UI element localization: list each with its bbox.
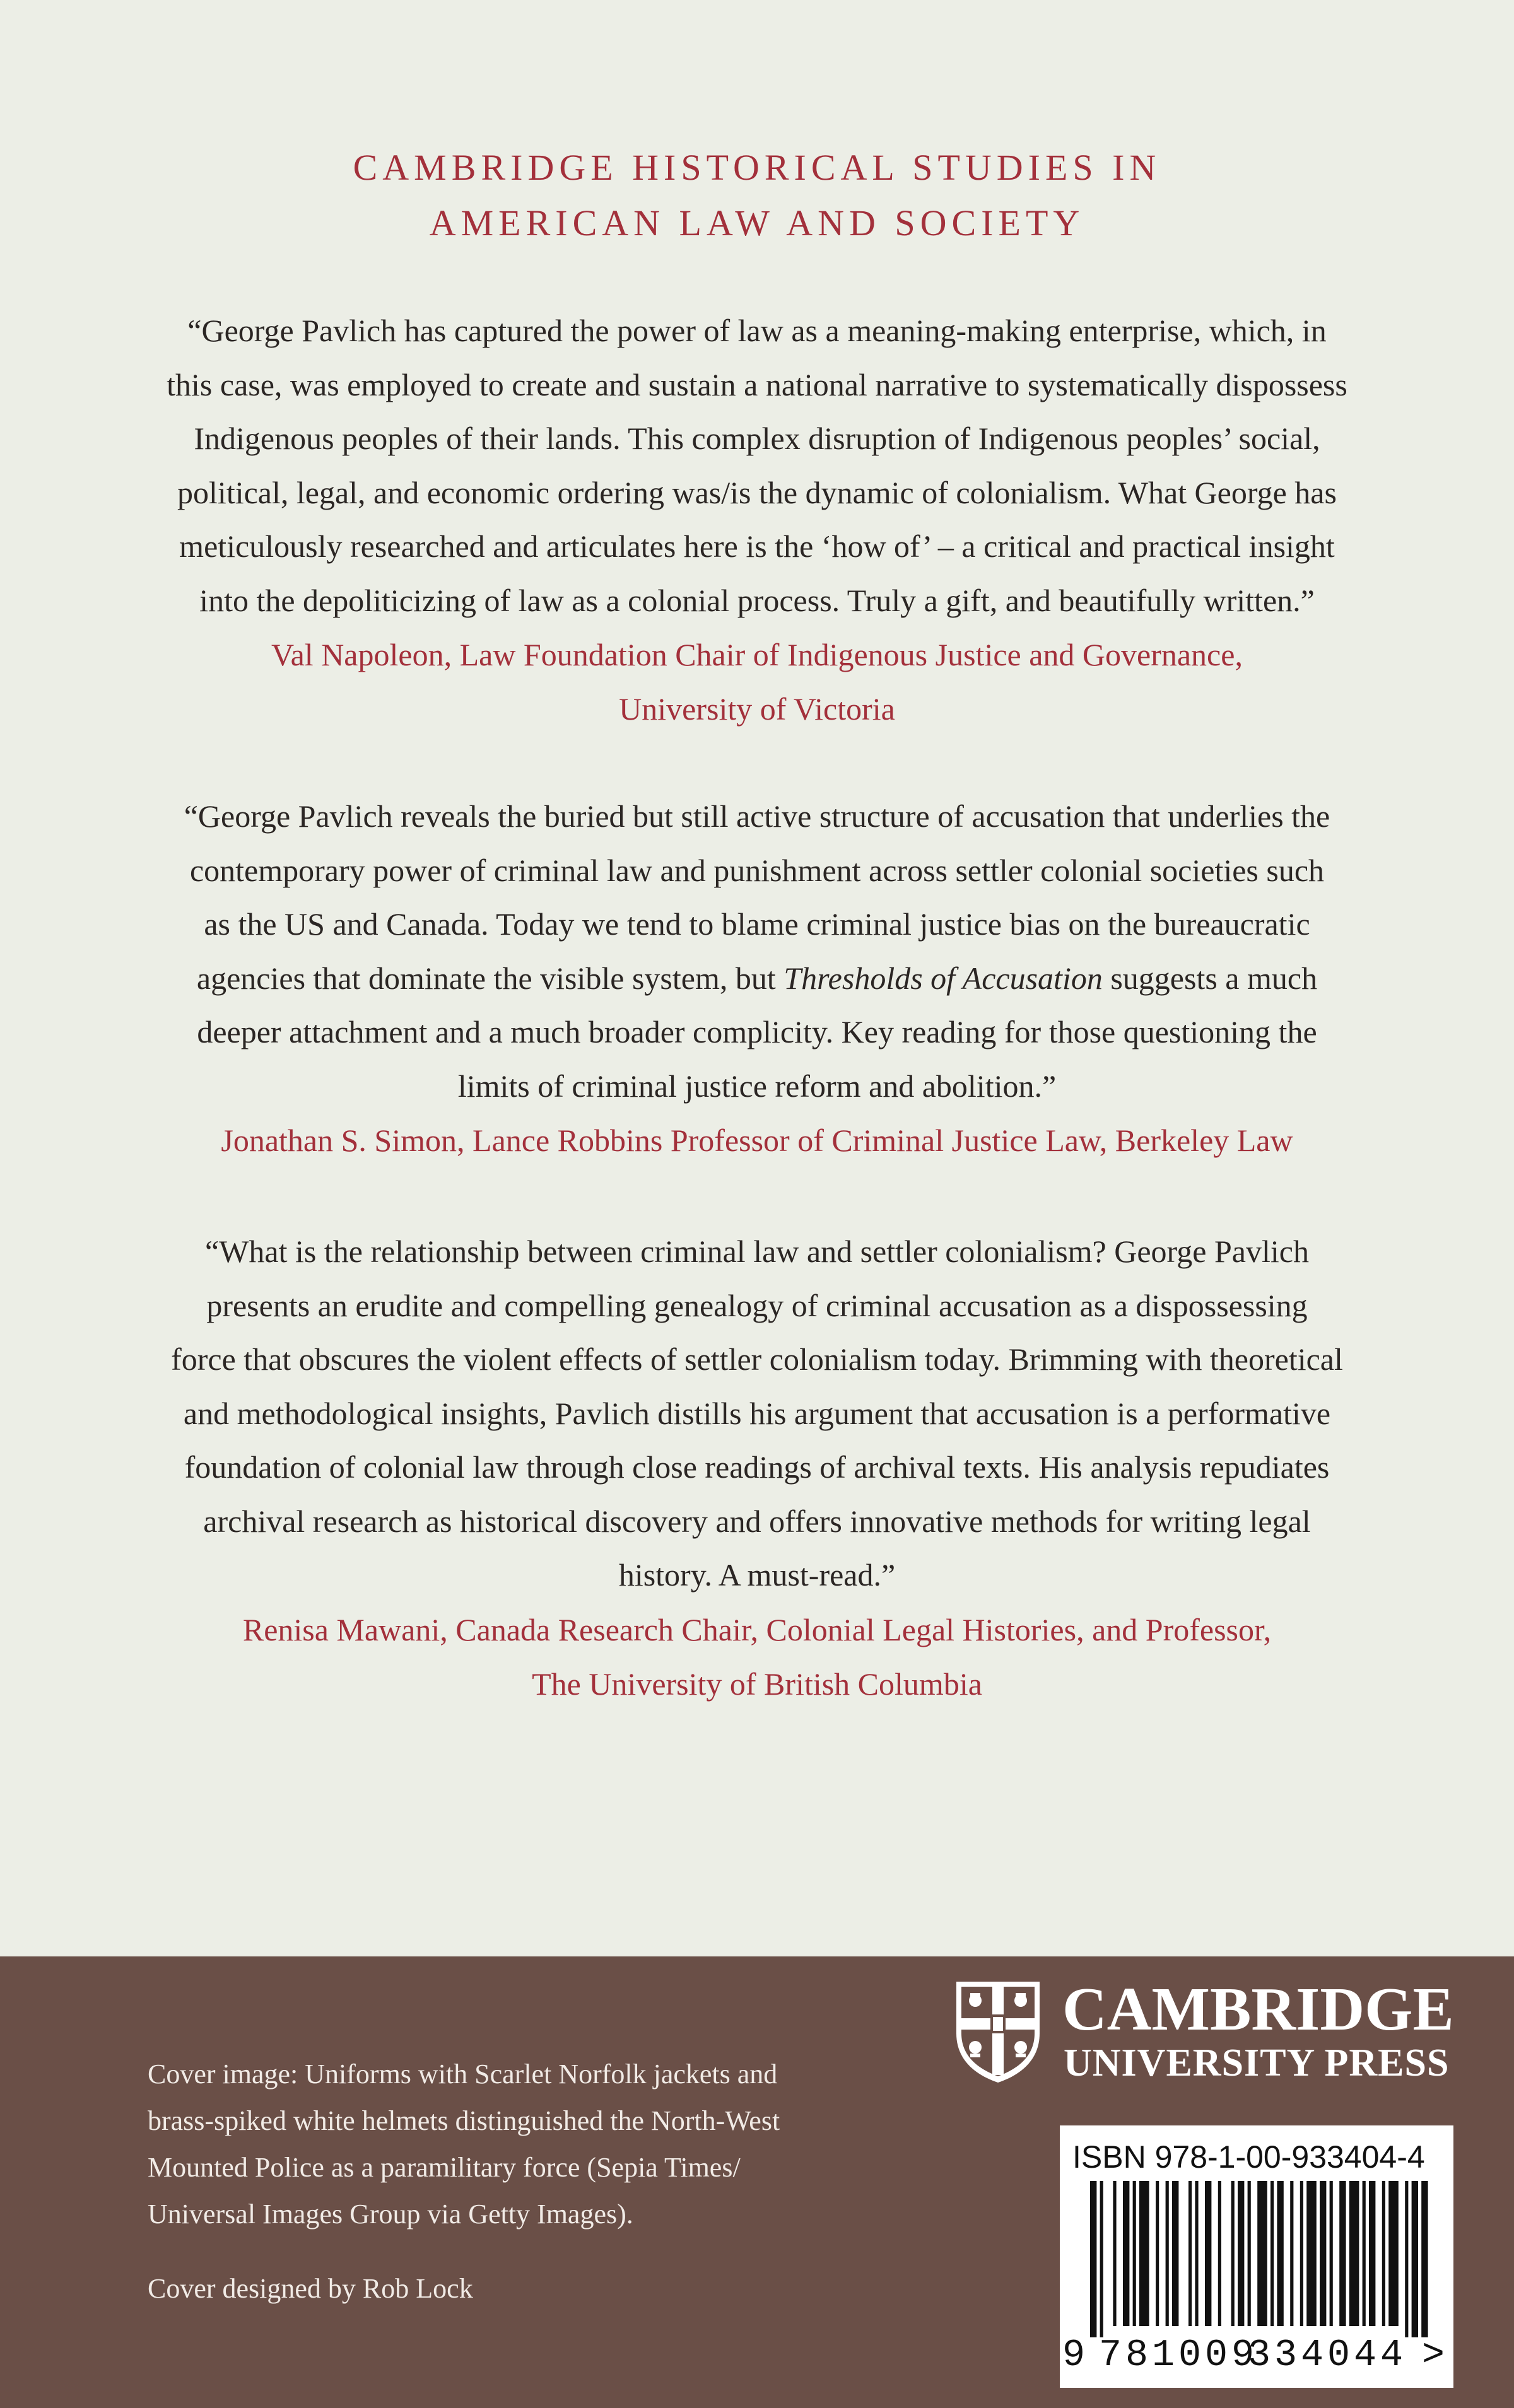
barcode-bar [1156, 2181, 1159, 2326]
quote-line: political, legal, and economic ordering was/is the dynamic of colonialism. What George has [177, 474, 1337, 510]
barcode-bar [1090, 2181, 1096, 2337]
attribution-line: Jonathan S. Simon, Lance Robbins Professor of Criminal Justice Law, Berkeley Law [221, 1123, 1293, 1158]
barcode-bar [1205, 2181, 1211, 2326]
quote-line: as the US and Canada. Today we tend to blame criminal justice bias on the bureaucratic [204, 906, 1310, 942]
barcode-bar [1257, 2181, 1267, 2326]
quote-line: limits of criminal justice reform and abolition.” [457, 1068, 1057, 1104]
endorsement-attribution [126, 628, 1388, 736]
publisher-name: CAMBRIDGE [1062, 1975, 1454, 2043]
publisher-subname: UNIVERSITY PRESS [1064, 2042, 1450, 2084]
barcode-bar [1231, 2181, 1235, 2326]
barcode-bar [1139, 2181, 1149, 2326]
barcode-bar [1277, 2181, 1283, 2326]
cover-image-credit-line: brass-spiked white helmets distinguished the North-West [148, 2105, 780, 2136]
barcode-bar [1412, 2181, 1418, 2337]
barcode-bar [1123, 2181, 1129, 2326]
isbn-label: ISBN 978-1-00-933404-4 [1072, 2139, 1425, 2175]
quote-line: into the depoliticizing of law as a colonial process. Truly a gift, and beautifully written.” [199, 582, 1315, 618]
attribution-line: Renisa Mawani, Canada Research Chair, Colonial Legal Histories, and Professor, [242, 1611, 1272, 1647]
barcode-bar [1172, 2181, 1178, 2326]
cover-image-credit-line: Cover image: Uniforms with Scarlet Norfolk jackets and [148, 2059, 778, 2089]
barcode-bar [1369, 2181, 1375, 2326]
barcode-bars [1090, 2181, 1431, 2337]
publisher-logo [954, 1977, 1484, 2090]
attribution-line: University of Victoria [619, 691, 895, 727]
barcode-digit-group-2: 334044 [1248, 2334, 1407, 2377]
quote-line: deeper attachment and a much broader complicity. Key reading for those questioning the [197, 1014, 1317, 1049]
quote-line: “George Pavlich reveals the buried but still active structure of accusation that underlies the [184, 798, 1330, 834]
barcode-bar [1330, 2181, 1333, 2326]
endorsement-quote [126, 1225, 1388, 1603]
series-title-line-2: AMERICAN LAW AND SOCIETY [429, 202, 1085, 243]
quote-line: this case, was employed to create and sustain a national narrative to systematically dispossess [167, 366, 1347, 402]
endorsement-attribution [126, 1603, 1388, 1711]
barcode-bar [1388, 2181, 1399, 2326]
barcode-digit-group-1: 781009 [1099, 2334, 1259, 2377]
quote-line: archival research as historical discovery and offers innovative methods for writing legal [203, 1503, 1311, 1539]
barcode-bar [1100, 2181, 1103, 2337]
barcode-bar [1218, 2181, 1221, 2326]
series-title-line-1: CAMBRIDGE HISTORICAL STUDIES IN [353, 147, 1161, 188]
endorsement-3 [126, 1225, 1388, 1711]
quote-line: history. A must-read.” [618, 1557, 896, 1593]
quote-line: “What is the relationship between criminal law and settler colonialism? George Pavlich [205, 1234, 1309, 1269]
cover-designer-credit: Cover designed by Rob Lock [148, 2273, 473, 2304]
barcode-lead-digit: 9 [1062, 2334, 1086, 2377]
barcode-bar [1248, 2181, 1251, 2326]
barcode-bar [1382, 2181, 1385, 2326]
quote-line: foundation of colonial law through close readings of archival texts. His analysis repudiates [184, 1449, 1330, 1485]
endorsement-quote [126, 304, 1388, 628]
endorsement-attribution [126, 1113, 1388, 1167]
quote-line: “George Pavlich has captured the power of law as a meaning-making enterprise, which, in [187, 313, 1327, 348]
footer-band [0, 1956, 1514, 2408]
barcode-bar [1290, 2181, 1293, 2326]
endorsement-1 [126, 304, 1388, 736]
attribution-line: Val Napoleon, Law Foundation Chair of Indigenous Justice and Governance, [271, 637, 1243, 672]
quote-line [126, 952, 1388, 1006]
cambridge-shield-icon [954, 1979, 1042, 2084]
quote-line: contemporary power of criminal law and punishment across settler colonial societies such [189, 852, 1325, 888]
barcode-bar [1363, 2181, 1366, 2326]
barcode-bar [1349, 2181, 1359, 2326]
barcode-bar [1188, 2181, 1192, 2326]
endorsement-quote [126, 790, 1388, 1113]
barcode-bar [1300, 2181, 1303, 2326]
barcode-bar [1339, 2181, 1346, 2326]
barcode-bar [1320, 2181, 1326, 2326]
book-title-italic: Thresholds of Accusation [783, 960, 1103, 996]
barcode-bar [1405, 2181, 1408, 2337]
cover-image-credit-line: Universal Images Group via Getty Images). [148, 2199, 633, 2230]
barcode-bar [1238, 2181, 1244, 2326]
attribution-line: The University of British Columbia [532, 1666, 982, 1702]
barcode-bar [1133, 2181, 1136, 2326]
barcode-bar [1270, 2181, 1274, 2326]
barcode-bar [1421, 2181, 1428, 2337]
barcode-bar [1166, 2181, 1169, 2326]
isbn-barcode [1060, 2125, 1453, 2388]
cover-image-credit-line: Mounted Police as a paramilitary force (Sepia Times/ [148, 2152, 741, 2183]
barcode-bar [1306, 2181, 1317, 2326]
barcode-bar [1113, 2181, 1116, 2326]
series-title [0, 140, 1514, 251]
barcode-quiet-zone-mark: > [1422, 2334, 1445, 2377]
quote-line: and methodological insights, Pavlich distills his argument that accusation is a performative [183, 1395, 1331, 1431]
endorsement-2 [126, 790, 1388, 1167]
cover-credits [148, 2051, 905, 2312]
barcode-bar [1195, 2181, 1198, 2326]
quote-line: force that obscures the violent effects of settler colonialism today. Brimming with theoretical [171, 1341, 1343, 1377]
quote-line: Indigenous peoples of their lands. This complex disruption of Indigenous peoples’ social, [194, 421, 1320, 456]
quote-segment: suggests a much [1110, 960, 1318, 996]
quote-line: presents an erudite and compelling genealogy of criminal accusation as a dispossessing [206, 1287, 1308, 1323]
quote-line: meticulously researched and articulates here is the ‘how of’ – a critical and practical insight [179, 529, 1335, 564]
quote-segment: agencies that dominate the visible system, but [196, 960, 776, 996]
